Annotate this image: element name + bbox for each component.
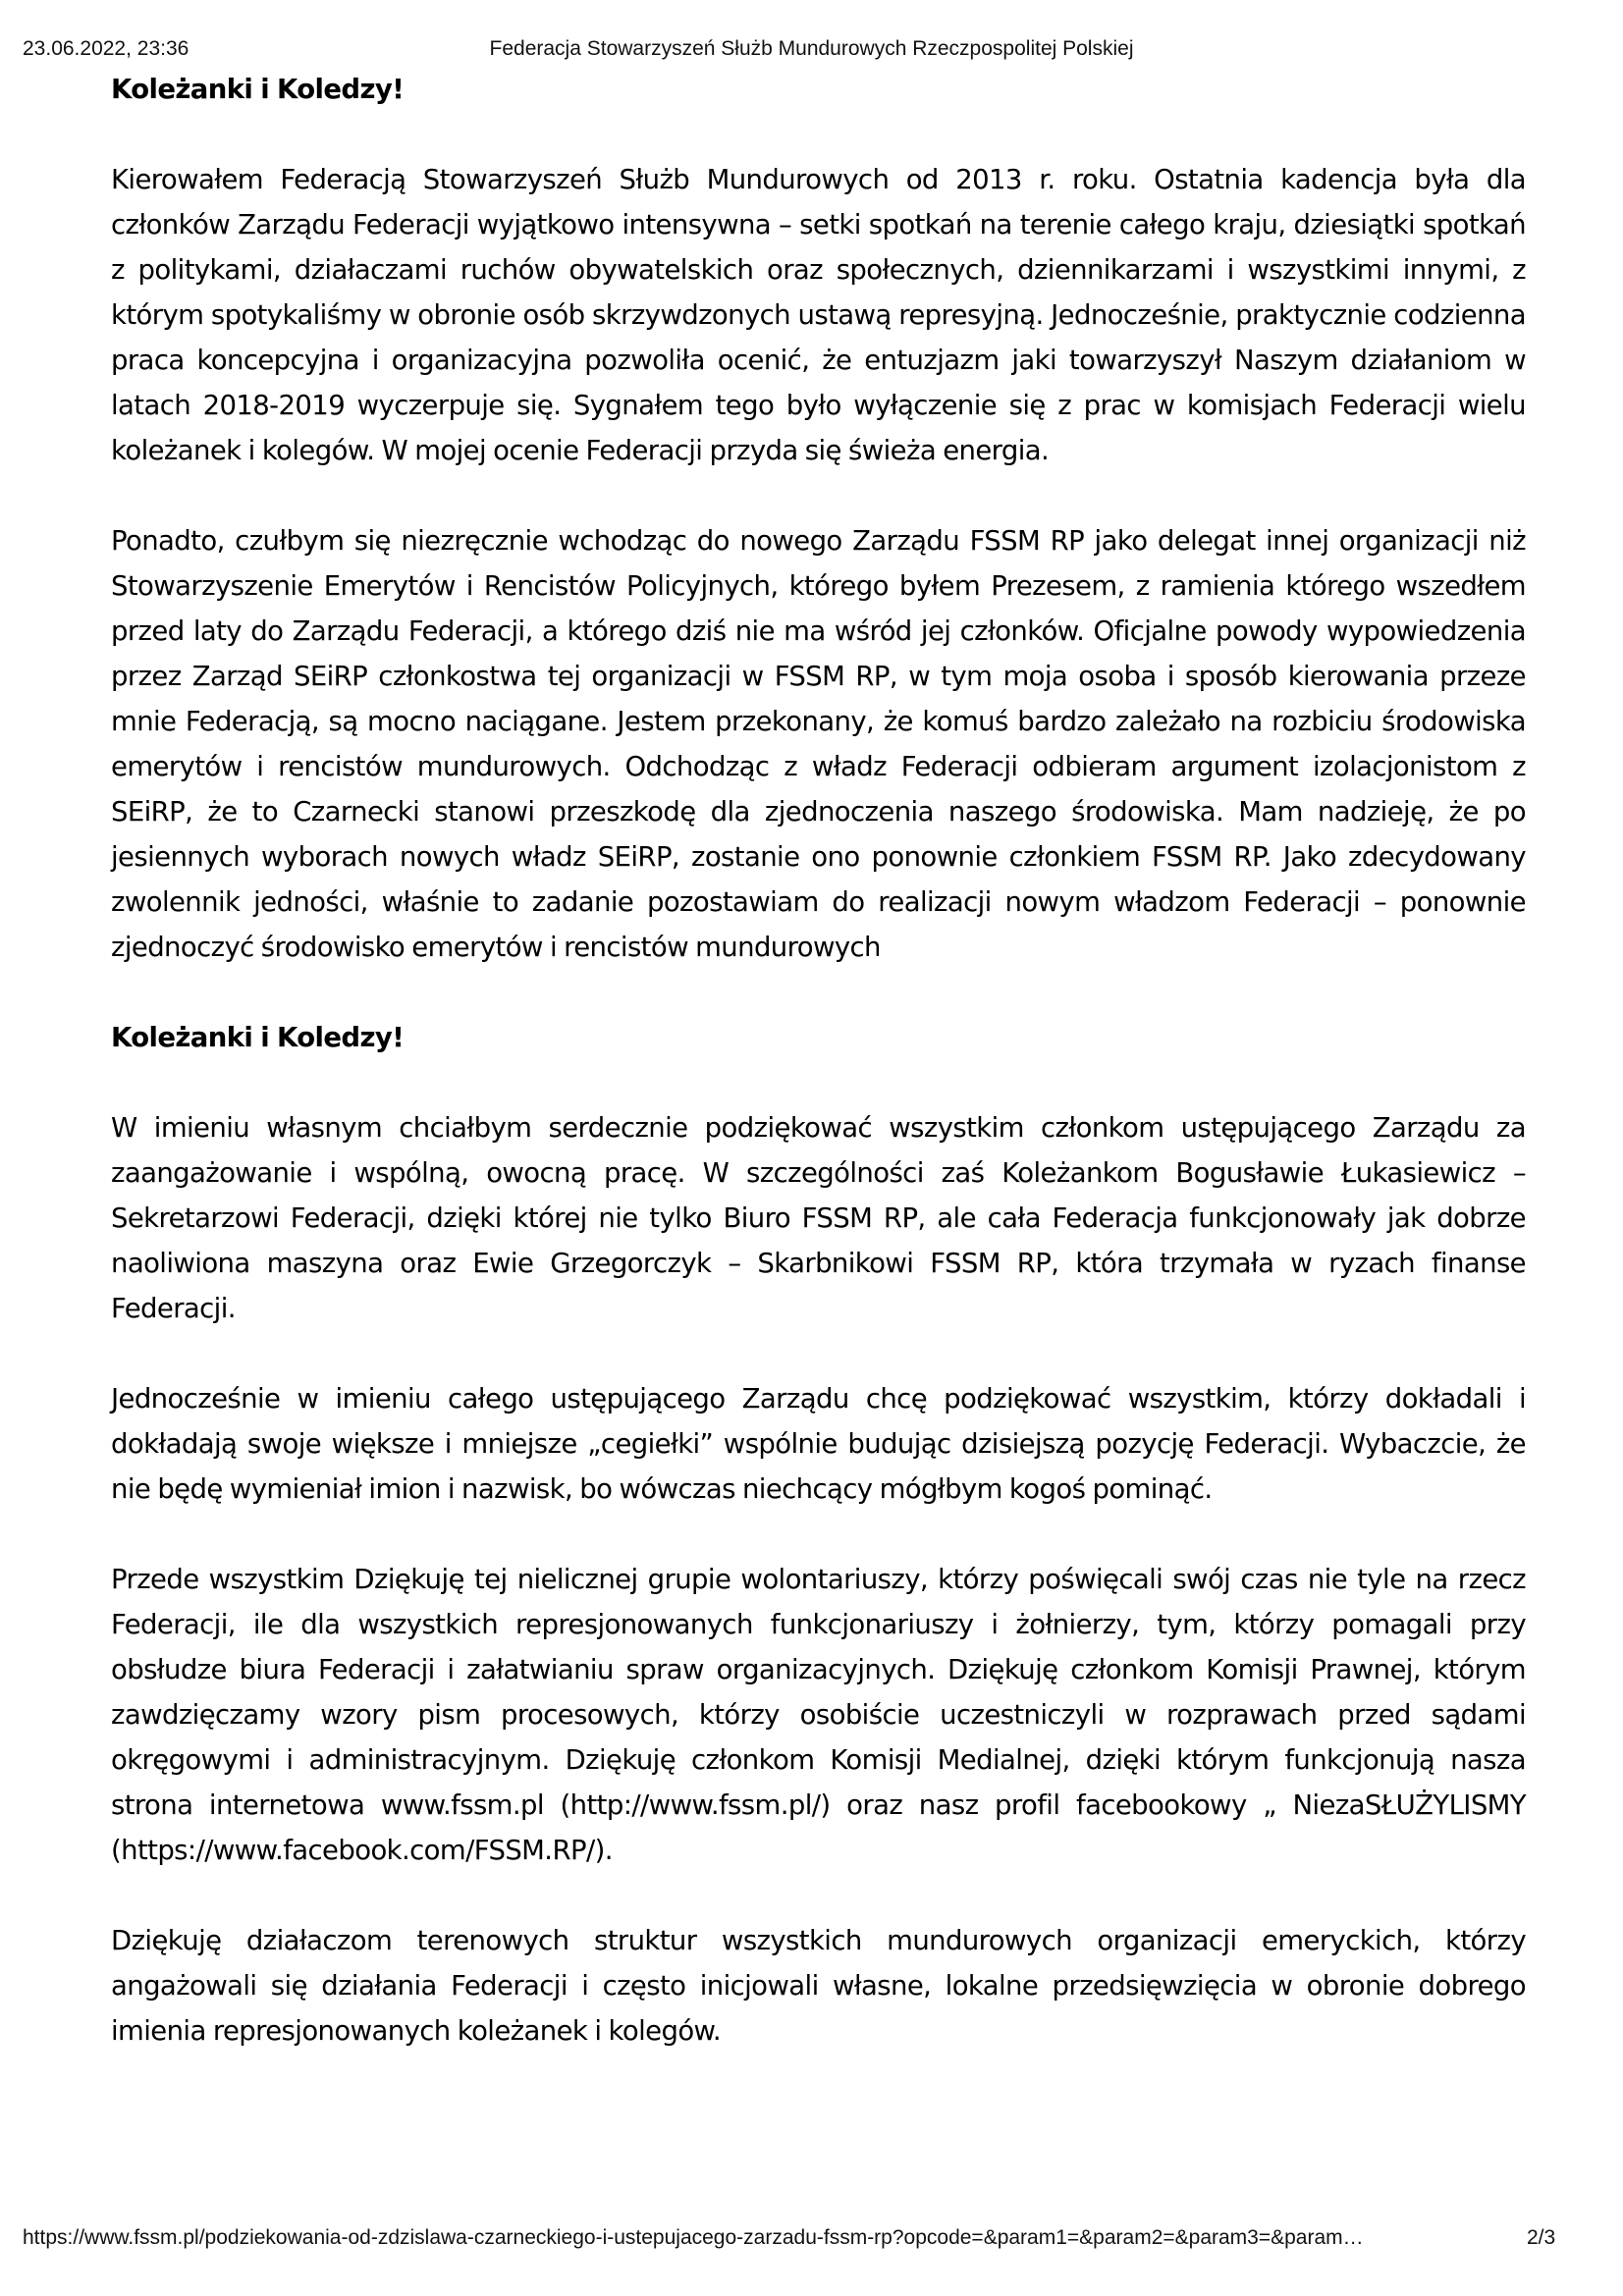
article-body: [111, 67, 1526, 2099]
paragraph-leadership: Kierowałem Federacją Stowarzyszeń Służb Mundurowych od 2013 r. roku. Ostatnia kadencja była dla członków Zarządu Federacji wyjątkowo intensywna – setki spotkań na terenie całego kraju, dziesiątki spotkań z politykami, działaczami ruchów obywatelskich oraz społecznych, dziennikarzami i wszystkimi innymi, z którym spotykaliśmy w obronie osób skrzywdzonych ustawą represyjną. Jednocześnie, praktycznie codzienna praca koncepcyjna i organizacyjna pozwoliła ocenić, że entuzjazm jaki towarzyszył Naszym działaniom w latach 2018-2019 wyczerpuje się. Sygnałem tego było wyłączenie się z prac w komisjach Federacji wielu koleżanek i kolegów. W mojej ocenie Federacji przyda się świeża energia.: [111, 164, 1526, 466]
paragraph-thanks-volunteers: Przede wszystkim Dziękuję tej nielicznej grupie wolontariuszy, którzy poświęcali swój czas nie tyle na rzecz Federacji, ile dla wszystkich represjonowanych funkcjonariuszy i żołnierzy, tym, którzy pomagali przy obsłudze biura Federacji i załatwianiu spraw organizacyjnych. Dziękuję członkom Komisji Prawnej, którym zawdzięczamy wzory pism procesowych, którzy osobiście uczestniczyli w rozprawach przed sądami okręgowymi i administracyjnym. Dziękuję członkom Komisji Medialnej, dzięki którym funkcjonują nasza strona internetowa www.fssm.pl (http://www.fssm.pl/) oraz nasz profil facebookowy „ NiezaSŁUŻYLISMY (https://www.facebook.com/FSSM.RP/).: [111, 1564, 1526, 1866]
greeting-heading: Koleżanki i Koledzy!: [111, 1022, 405, 1053]
print-page-title: Federacja Stowarzyszeń Służb Mundurowych Rzeczpospolitej Polskiej: [489, 37, 1134, 60]
print-date: 23.06.2022, 23:36: [23, 37, 189, 60]
print-url: https://www.fssm.pl/podziekowania-od-zdzislawa-czarneckiego-i-ustepujacego-zarzadu-fssm-rp?opcode=&param1=&param2=&param3=&param…: [23, 2226, 1364, 2249]
greeting-heading: Koleżanki i Koledzy!: [111, 74, 405, 105]
paragraph-thanks-all: Jednocześnie w imieniu całego ustępującego Zarządu chcę podziękować wszystkim, którzy dokładali i dokładają swoje większe i mniejsze „cegiełki” wspólnie budując dzisiejszą pozycję Federacji. Wybaczcie, że nie będę wymieniał imion i nazwisk, bo wówczas niechcący mógłbym kogoś pominąć.: [111, 1383, 1526, 1505]
page-number: 2/3: [1527, 2226, 1556, 2249]
print-footer: [0, 2226, 1623, 2254]
print-header: [0, 37, 1623, 65]
paragraph-thanks-activists: Dziękuję działaczom terenowych struktur wszystkich mundurowych organizacji emeryckich, którzy angażowali się działania Federacji i często inicjowali własne, lokalne przedsięwzięcia w obronie dobrego imienia represjonowanych koleżanek i kolegów.: [111, 1925, 1526, 2047]
paragraph-thanks-board: W imieniu własnym chciałbym serdecznie podziękować wszystkim członkom ustępującego Zarządu za zaangażowanie i wspólną, owocną pracę. W szczególności zaś Koleżankom Bogusławie Łukasiewicz – Sekretarzowi Federacji, dzięki której nie tylko Biuro FSSM RP, ale cała Federacja funkcjonowały jak dobrze naoliwiona maszyna oraz Ewie Grzegorczyk – Skarbnikowi FSSM RP, która trzymała w ryzach finanse Federacji.: [111, 1112, 1526, 1324]
paragraph-seirp: Ponadto, czułbym się niezręcznie wchodząc do nowego Zarządu FSSM RP jako delegat innej organizacji niż Stowarzyszenie Emerytów i Rencistów Policyjnych, którego byłem Prezesem, z ramienia którego wszedłem przed laty do Zarządu Federacji, a którego dziś nie ma wśród jej członków. Oficjalne powody wypowiedzenia przez Zarząd SEiRP członkostwa tej organizacji w FSSM RP, w tym moja osoba i sposób kierowania przeze mnie Federacją, są mocno naciągane. Jestem przekonany, że komuś bardzo zależało na rozbiciu środowiska emerytów i rencistów mundurowych. Odchodząc z władz Federacji odbieram argument izolacjonistom z SEiRP, że to Czarnecki stanowi przeszkodę dla zjednoczenia naszego środowiska. Mam nadzieję, że po jesiennych wyborach nowych władz SEiRP, zostanie ono ponownie członkiem FSSM RP. Jako zdecydowany zwolennik jedności, właśnie to zadanie pozostawiam do realizacji nowym władzom Federacji – ponownie zjednoczyć środowisko emerytów i rencistów mundurowych: [111, 525, 1526, 963]
